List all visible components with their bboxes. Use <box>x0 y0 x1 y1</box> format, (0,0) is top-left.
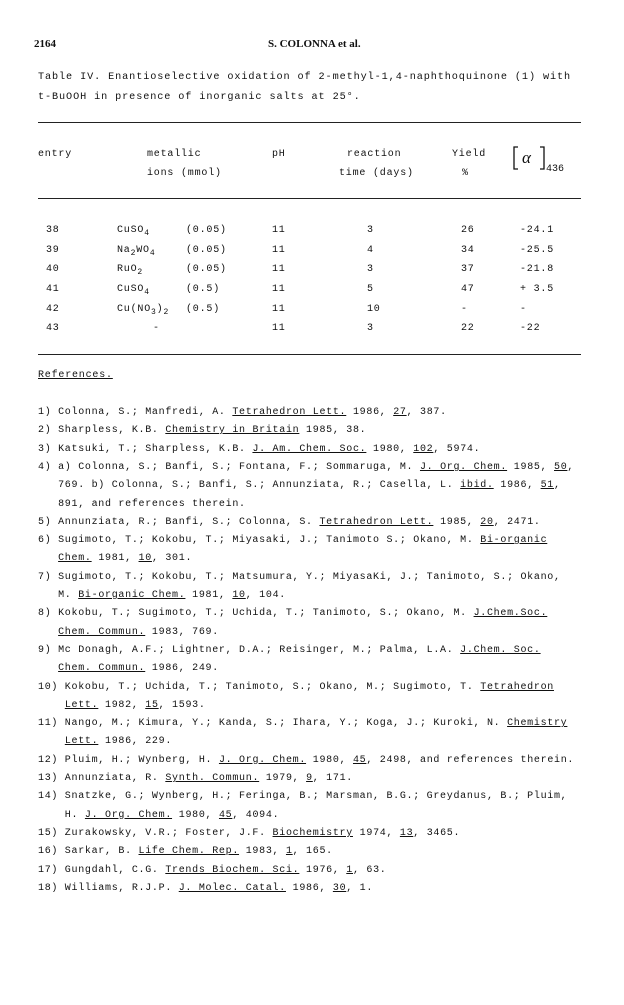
cell-ph: 11 <box>272 264 286 275</box>
cell-yield: 47 <box>461 284 475 295</box>
reference-line: 2) Sharpless, K.B. Chemistry in Britain 1985, 38. <box>38 425 367 437</box>
table-caption-line-2: t-BuOOH in presence of inorganic salts at 25°. <box>38 92 361 103</box>
cell-time: 3 <box>367 225 374 236</box>
reference-line: 8) Kokobu, T.; Sugimoto, T.; Uchida, T.; Tanimoto, S.; Okano, M. J.Chem.Soc. <box>38 608 548 620</box>
reference-line: 11) Nango, M.; Kimura, Y.; Kanda, S.; Ihara, Y.; Koga, J.; Kuroki, N. Chemistry <box>38 718 568 730</box>
rotation-wavelength: 436 <box>546 164 565 175</box>
cell-ph: 11 <box>272 323 286 334</box>
col-header-reaction: reaction <box>347 149 402 160</box>
cell-ph: 11 <box>272 245 286 256</box>
reference-line: 891, and references therein. <box>38 498 246 510</box>
cell-yield: 34 <box>461 245 475 256</box>
cell-entry: 41 <box>46 284 60 295</box>
table-caption <box>38 68 578 108</box>
cell-rotation: -24.1 <box>520 225 555 236</box>
col-header-time: time (days) <box>339 168 414 179</box>
cell-rotation: + 3.5 <box>520 284 555 295</box>
cell-rotation: -21.8 <box>520 264 555 275</box>
reference-line: 14) Snatzke, G.; Wynberg, H.; Feringa, B.; Marsman, B.G.; Greydanus, B.; Pluim, <box>38 791 568 803</box>
cell-amount: (0.05) <box>186 264 227 275</box>
reference-line: 3) Katsuki, T.; Sharpless, K.B. J. Am. Chem. Soc. 1980, 102, 5974. <box>38 443 481 455</box>
cell-entry: 39 <box>46 245 60 256</box>
reference-line: 12) Pluim, H.; Wynberg, H. J. Org. Chem. 1980, 45, 2498, and references therein. <box>38 754 575 766</box>
reference-line: 15) Zurakowsky, V.R.; Foster, J.F. Biochemistry 1974, 13, 3465. <box>38 827 461 839</box>
cell-entry: 42 <box>46 304 60 315</box>
table-header-rule <box>38 198 581 199</box>
specific-rotation-header <box>512 143 582 177</box>
col-header-metallic: metallic <box>147 149 202 160</box>
cell-rotation: -22 <box>520 323 541 334</box>
cell-time: 5 <box>367 284 374 295</box>
references-heading: References. <box>38 370 113 381</box>
running-head: S. COLONNA et al. <box>268 38 361 50</box>
cell-entry: 38 <box>46 225 60 236</box>
cell-yield: 22 <box>461 323 475 334</box>
reference-line: 16) Sarkar, B. Life Chem. Rep. 1983, 1, 165. <box>38 846 333 858</box>
reference-line: Chem. Commun. 1983, 769. <box>58 626 219 638</box>
cell-rotation: - <box>520 304 527 315</box>
reference-line: 13) Annunziata, R. Synth. Commun. 1979, 9, 171. <box>38 773 353 784</box>
cell-amount: (0.5) <box>186 284 221 295</box>
cell-metal-salt: CuSO$_4$ <box>117 284 150 297</box>
cell-yield: 26 <box>461 225 475 236</box>
reference-line: Chem. 1981, 10, 301. <box>58 553 193 565</box>
cell-entry: 40 <box>46 264 60 275</box>
table-top-rule <box>38 122 581 123</box>
reference-line: 769. b) Colonna, S.; Banfi, S.; Annunziata, R.; Casella, L. ibid. 1986, 51, <box>38 480 561 492</box>
cell-yield: - <box>461 304 468 315</box>
cell-yield: 37 <box>461 264 475 275</box>
reference-line: 17) Gungdahl, C.G. Trends Biochem. Sci. 1976, 1, 63. <box>38 864 387 876</box>
cell-entry: 43 <box>46 323 60 334</box>
cell-time: 4 <box>367 245 374 256</box>
alpha-symbol: α <box>522 148 531 167</box>
col-header-entry: entry <box>38 149 73 160</box>
reference-line: H. J. Org. Chem. 1980, 45, 4094. <box>38 809 280 821</box>
cell-time: 3 <box>367 323 374 334</box>
cell-ph: 11 <box>272 284 286 295</box>
col-header-yield: Yield <box>452 149 487 160</box>
cell-ph: 11 <box>272 225 286 236</box>
cell-ph: 11 <box>272 304 286 315</box>
right-bracket-shape <box>540 147 544 169</box>
col-header-ph: pH <box>272 149 286 160</box>
reference-line: 7) Sugimoto, T.; Kokobu, T.; Matsumura, Y.; MiyasaKi, J.; Tanimoto, S.; Okano, <box>38 571 561 583</box>
left-bracket-shape <box>514 147 518 169</box>
cell-metal-salt: RuO$_2$ <box>117 264 144 277</box>
col-header-ions: ions (mmol) <box>147 168 222 179</box>
table-bottom-rule <box>38 354 581 355</box>
col-header-percent: % <box>462 168 469 179</box>
cell-amount: (0.05) <box>186 225 227 236</box>
reference-line: Lett. 1986, 229. <box>64 736 173 748</box>
reference-line: 5) Annunziata, R.; Banfi, S.; Colonna, S. Tetrahedron Lett. 1985, 20, 2471. <box>38 516 541 528</box>
reference-line: Lett. 1982, 15, 1593. <box>64 699 206 711</box>
reference-line: 10) Kokobu, T.; Uchida, T.; Tanimoto, S.; Okano, M.; Sugimoto, T. Tetrahedron <box>38 681 554 693</box>
page-number: 2164 <box>34 38 56 50</box>
cell-rotation: -25.5 <box>520 245 555 256</box>
table-caption-line-1: Table IV. Enantioselective oxidation of 2-methyl-1,4-naphthoquinone (1) with <box>38 72 572 83</box>
reference-line: 18) Williams, R.J.P. J. Molec. Catal. 1986, 30, 1. <box>38 882 374 894</box>
reference-line: 1) Colonna, S.; Manfredi, A. Tetrahedron Lett. 1986, 27, 387. <box>38 407 447 418</box>
reference-line: 4) a) Colonna, S.; Banfi, S.; Fontana, F.; Sommaruga, M. J. Org. Chem. 1985, 50, <box>38 461 575 473</box>
reference-line: M. Bi-organic Chem. 1981, 10, 104. <box>38 590 286 601</box>
cell-metal-salt: CuSO$_4$ <box>117 225 150 238</box>
reference-line: 6) Sugimoto, T.; Kokobu, T.; Miyasaki, J.; Tanimoto S.; Okano, M. Bi-organic <box>38 535 548 547</box>
reference-line: Chem. Commun. 1986, 249. <box>58 663 219 675</box>
cell-metal-salt: $Cu(NO_3)_2$ <box>117 304 170 317</box>
cell-amount: (0.5) <box>186 304 221 315</box>
cell-amount: (0.05) <box>186 245 227 256</box>
cell-time: 3 <box>367 264 374 275</box>
cell-metal-salt: - <box>153 323 160 334</box>
cell-metal-salt: $Na_2WO_4$ <box>117 245 156 258</box>
cell-time: 10 <box>367 304 381 315</box>
reference-line: 9) Mc Donagh, A.F.; Lightner, D.A.; Reisinger, M.; Palma, L.A. J.Chem. Soc. <box>38 644 541 656</box>
